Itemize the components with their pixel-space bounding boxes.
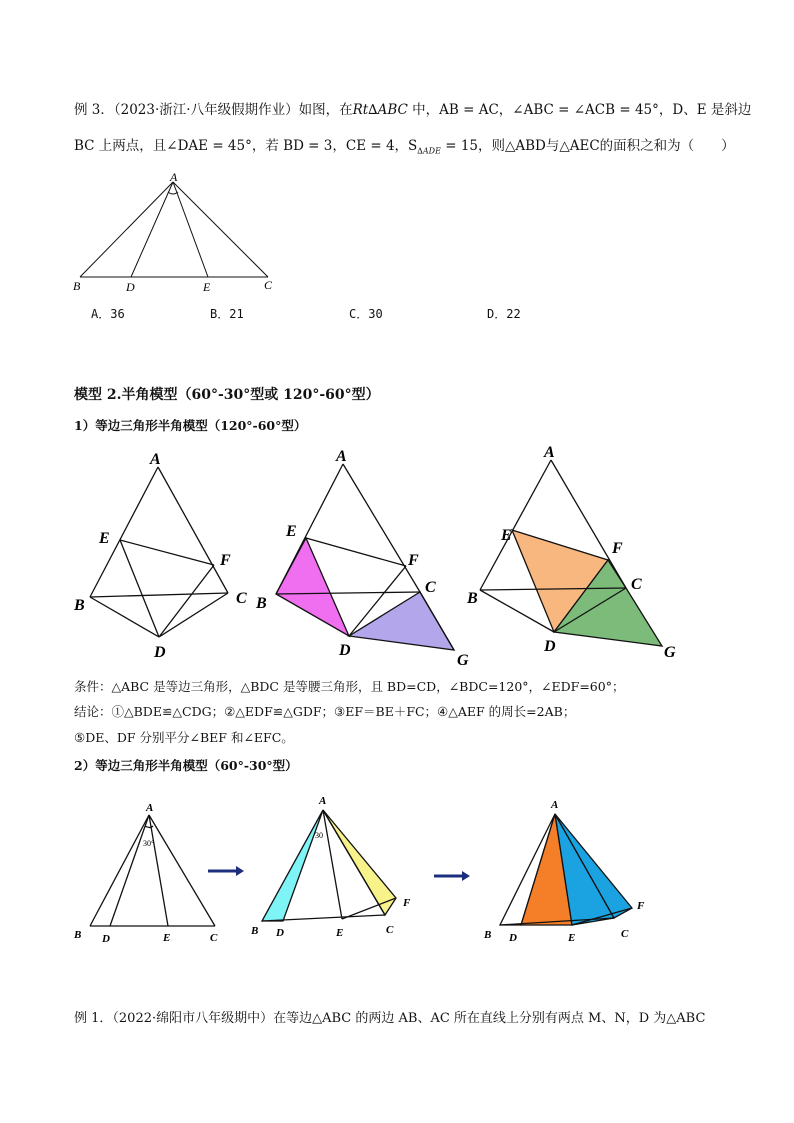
fig2-label-A: A bbox=[336, 448, 347, 465]
model2-sub1: 1）等边三角形半角模型（120°-60°型） bbox=[74, 418, 307, 433]
fig3-label-E: E bbox=[501, 527, 512, 544]
fig2-label-F: F bbox=[408, 552, 419, 569]
fig4-label-B: B bbox=[74, 929, 82, 941]
fig1-label-F: F bbox=[220, 552, 231, 569]
fig1-label-D: D bbox=[154, 644, 166, 661]
example3-condition: 中，AB = AC，∠ABC = ∠ACB = 45°，D、E 是斜边 bbox=[407, 102, 752, 118]
choice-b[interactable]: B．21 bbox=[210, 307, 244, 321]
figure-3 bbox=[480, 460, 662, 646]
fig2-label-C: C bbox=[425, 579, 436, 596]
fig4-label-A: A bbox=[146, 802, 154, 814]
fig2-label-D: D bbox=[339, 642, 351, 659]
example3-line1 bbox=[74, 101, 751, 119]
fig5-label-E: E bbox=[336, 927, 344, 939]
choice-d[interactable]: D．22 bbox=[487, 307, 521, 321]
rt-triangle-symbol: Rt∆ABC bbox=[352, 102, 408, 118]
choice-c[interactable]: C．30 bbox=[349, 307, 383, 321]
fig2-label-G: G bbox=[457, 652, 469, 669]
example3-figure bbox=[60, 165, 290, 300]
fig5-label-C: C bbox=[386, 924, 394, 936]
model2-conclusion-1: 结论：①△BDE≌△CDG；②△EDF≌△GDF；③EF＝BE＋FC；④△AEF 的周长=2AB； bbox=[74, 704, 576, 719]
fig1-label-C: C bbox=[236, 590, 247, 607]
example3-heading: 例 3．（2023·浙江·八年级假期作业）如图，在 bbox=[74, 102, 353, 118]
fig6-label-D: D bbox=[509, 932, 517, 944]
fig3-label-C: C bbox=[631, 576, 642, 593]
model2-sub2: 2）等边三角形半角模型（60°-30°型） bbox=[74, 758, 298, 773]
arrow-right-icon bbox=[208, 866, 244, 876]
model2-figures-60 bbox=[60, 790, 660, 950]
fig4-label-C: C bbox=[210, 932, 218, 944]
fig4-label-D: D bbox=[102, 933, 110, 945]
fig2-label-B: B bbox=[256, 595, 267, 612]
fig6-label-F: F bbox=[637, 900, 645, 912]
figure-6 bbox=[500, 814, 632, 925]
model2-conclusion-2: ⑤DE、DF 分别平分∠BEF 和∠EFC。 bbox=[74, 730, 294, 745]
fig5-angle-label: 30 bbox=[315, 831, 323, 840]
model2-figures-120 bbox=[60, 440, 700, 675]
label-C: C bbox=[264, 278, 273, 292]
example3-question: BC 上两点，且∠DAE = 45°，若 BD = 3，CE = 4，S bbox=[74, 138, 418, 154]
model2-title: 模型 2.半角模型（60°-30°型或 120°-60°型） bbox=[74, 387, 380, 403]
fig6-label-B: B bbox=[484, 929, 492, 941]
fig3-label-G: G bbox=[664, 644, 676, 661]
area-subscript: ∆ADE bbox=[417, 146, 441, 156]
label-E: E bbox=[203, 280, 211, 294]
label-D: D bbox=[126, 280, 135, 294]
fig3-label-D: D bbox=[544, 638, 556, 655]
model2-condition: 条件：△ABC 是等边三角形，△BDC 是等腰三角形，且 BD=CD，∠BDC=120°，∠EDF=60°； bbox=[74, 679, 625, 694]
fig4-angle-label: 30° bbox=[143, 839, 155, 848]
fig5-label-B: B bbox=[251, 925, 259, 937]
fig1-label-A: A bbox=[150, 451, 161, 468]
fig5-label-A: A bbox=[319, 795, 327, 807]
figure-1 bbox=[90, 467, 228, 637]
fig3-label-B: B bbox=[467, 590, 478, 607]
example3-question-tail: = 15，则△ABD与△AEC的面积之和为（ ） bbox=[440, 138, 735, 154]
fig3-label-A: A bbox=[544, 444, 555, 461]
example1-text: 例 1．（2022·绵阳市八年级期中）在等边△ABC 的两边 AB、AC 所在直线上分别有两点 M、N，D 为△ABC bbox=[74, 1011, 706, 1026]
fig5-label-F: F bbox=[403, 897, 411, 909]
fig6-label-C: C bbox=[621, 928, 629, 940]
arrow-right-icon bbox=[434, 871, 470, 881]
choice-a[interactable]: A．36 bbox=[91, 307, 125, 321]
fig3-label-F: F bbox=[612, 540, 623, 557]
figure-5 bbox=[262, 810, 396, 921]
example3-line2 bbox=[74, 137, 735, 161]
fig4-label-E: E bbox=[163, 932, 171, 944]
fig6-label-A: A bbox=[551, 799, 559, 811]
figure-4 bbox=[90, 815, 215, 926]
label-B: B bbox=[73, 279, 81, 293]
fig5-label-D: D bbox=[276, 927, 284, 939]
fig1-label-E: E bbox=[99, 530, 110, 547]
fig6-label-E: E bbox=[568, 932, 576, 944]
fig1-label-B: B bbox=[74, 597, 85, 614]
figure-2 bbox=[276, 464, 454, 650]
label-A: A bbox=[170, 170, 178, 184]
fig2-label-E: E bbox=[286, 523, 297, 540]
